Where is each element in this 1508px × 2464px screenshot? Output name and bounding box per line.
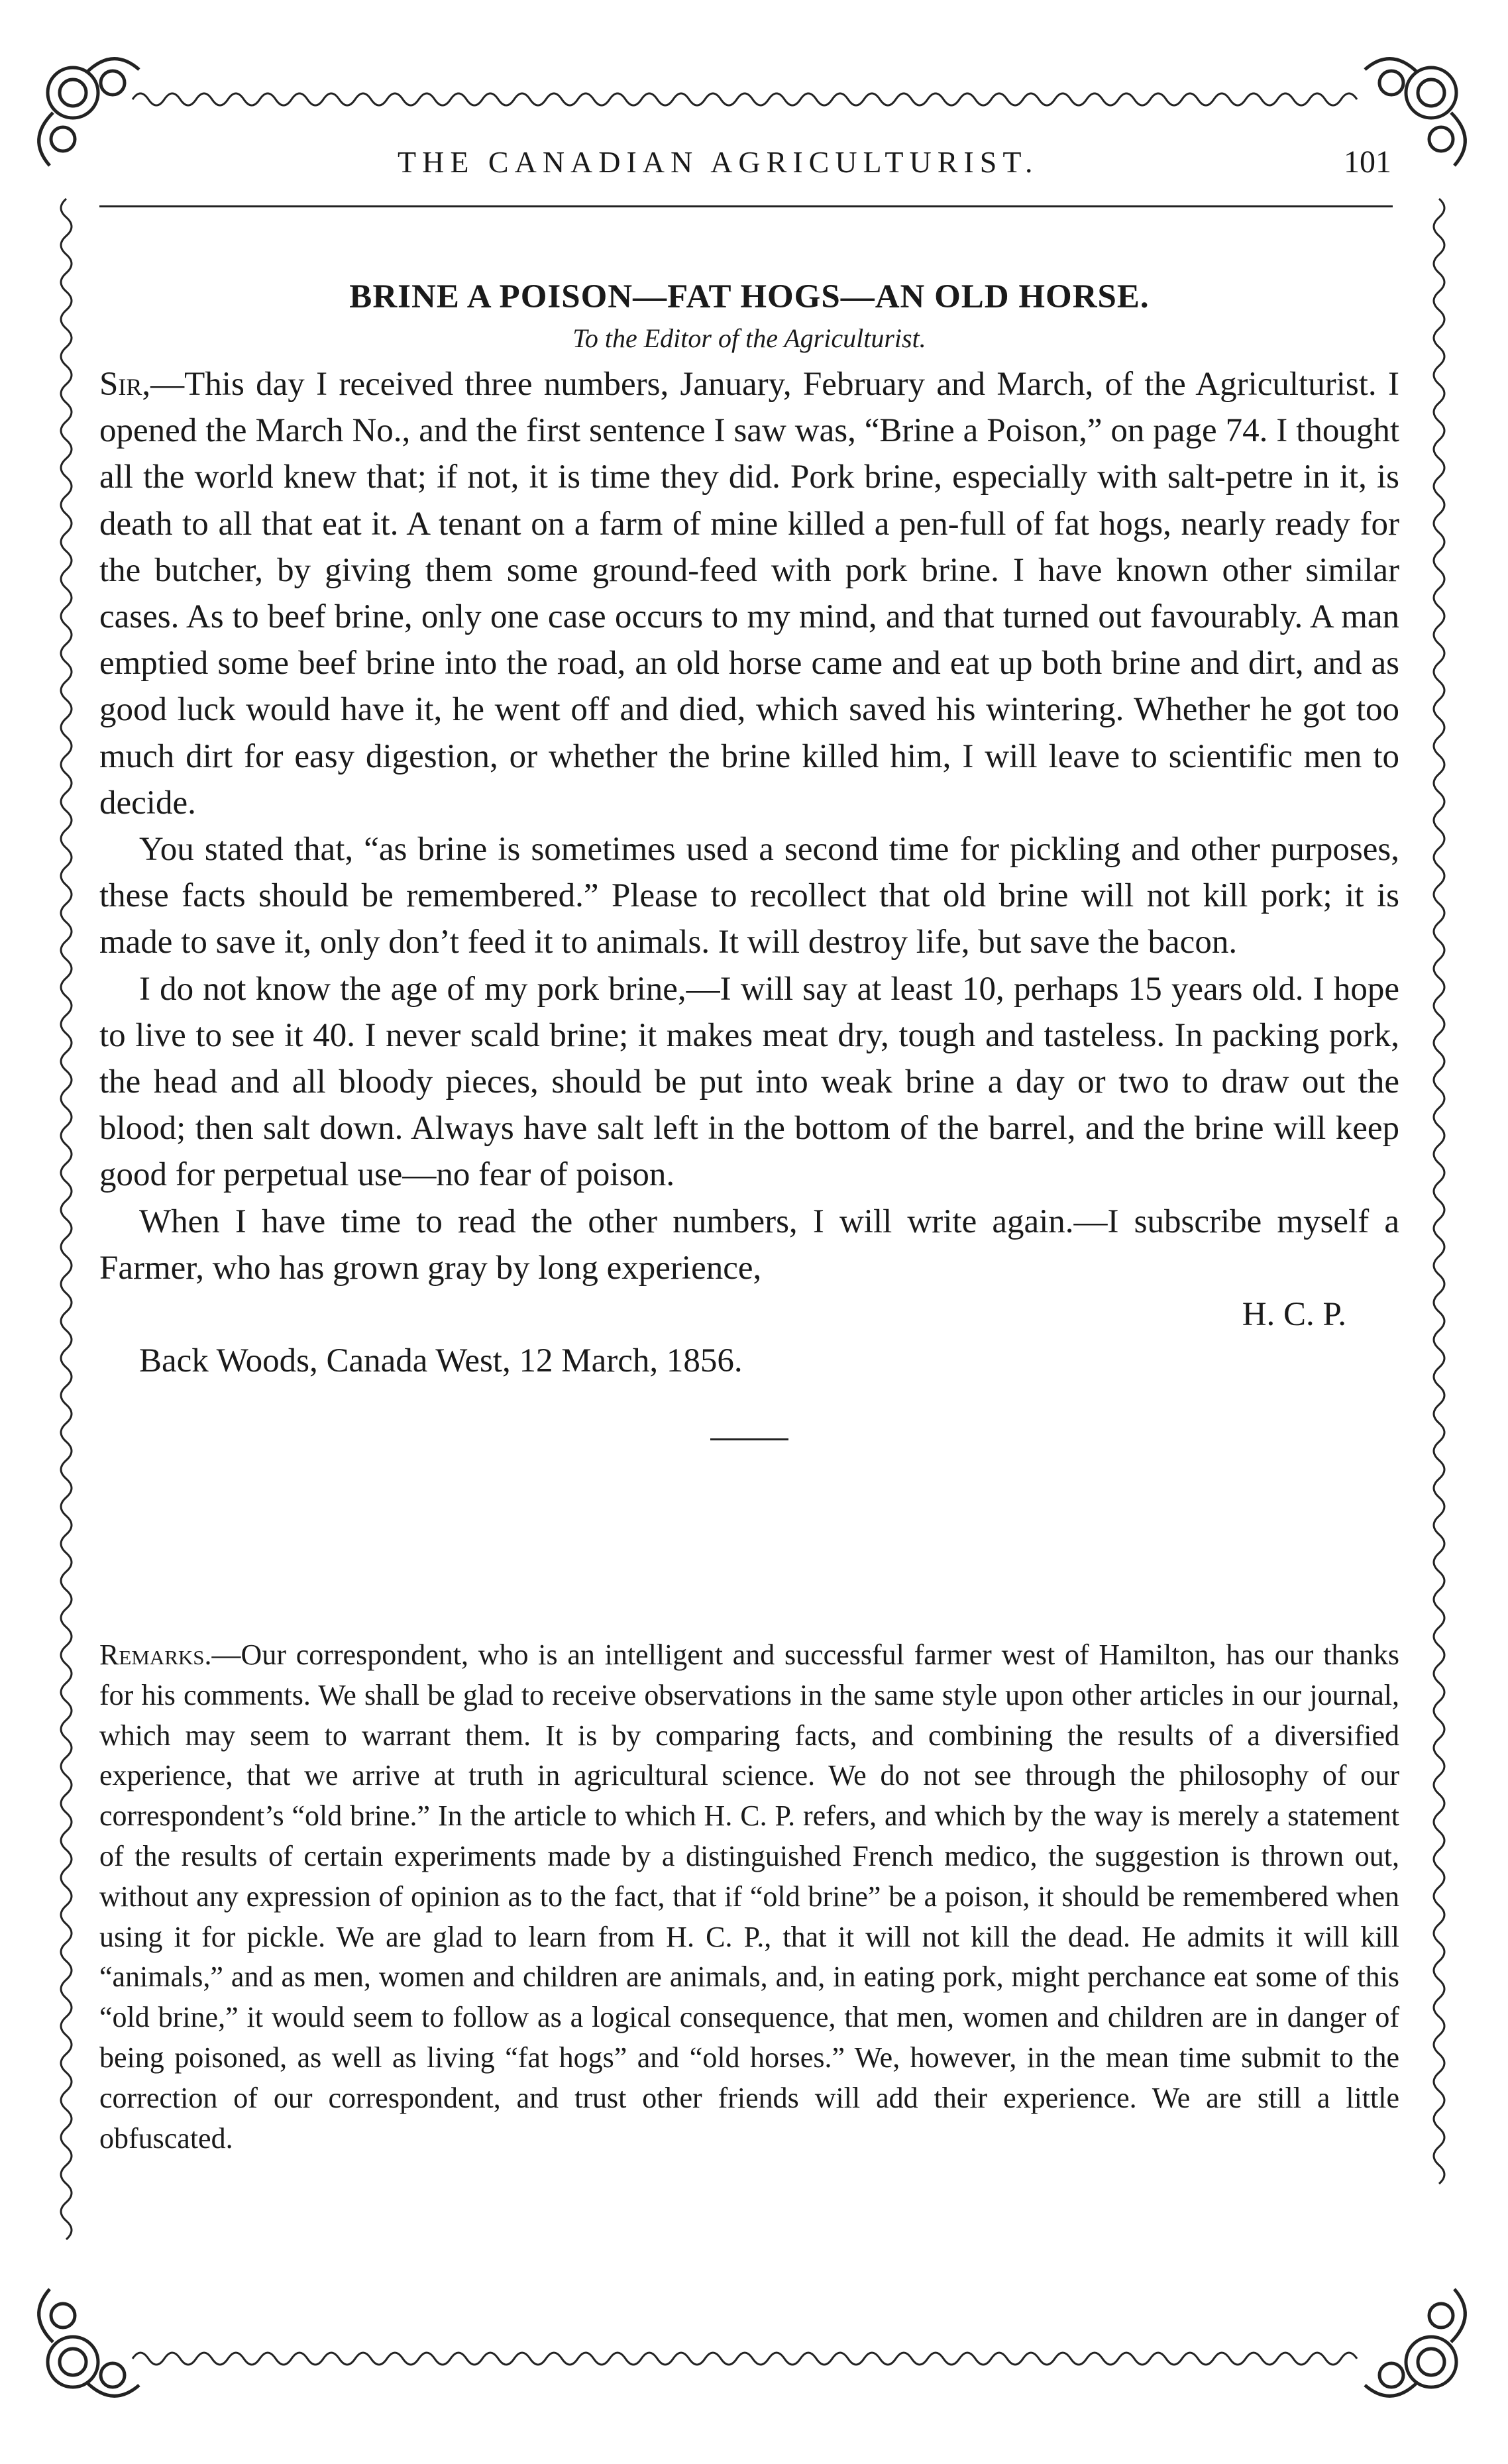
letter-paragraph: When I have time to read the other numbers, I will write again.—I subscribe myself a Farmer, who has grown gray by long experience, — [99, 1203, 1399, 1287]
running-head — [99, 136, 1405, 189]
signature: H. C. P. — [1242, 1296, 1346, 1334]
dateline: Back Woods, Canada West, 12 March, 1856. — [139, 1342, 743, 1380]
letter-article — [99, 275, 1399, 1440]
header-rule — [99, 205, 1393, 207]
letter-body — [99, 361, 1399, 1291]
salutation: Sir, — [99, 366, 151, 403]
letter-paragraph: I do not know the age of my pork brine,—I will say at least 10, perhaps 15 years old. I hope to live to see it 40. I never scald brine; it makes meat dry, tough and tasteless. In packing pork, the head and all bloody pieces, should be put into weak brine a day or two to draw out the blood; then salt down. Always have salt left in the bottom of the barrel, and the brine will keep good for perpetual use—no fear of poison. — [99, 970, 1399, 1194]
letter-paragraph — [99, 361, 1399, 826]
corner-flourish-bottom-right — [1365, 2289, 1465, 2396]
section-separator — [710, 1438, 788, 1440]
paragraph-text: —This day I received three numbers, January, February and March, of the Agriculturist. I opened the March No., and the first sentence I saw was, “Brine a Poison,” on page 74. I thought all the world knew that; if not, it is time they did. Pork brine, especially with salt-petre in it, is death to all that eat it. A tenant on a farm of mine killed a pen-full of fat hogs, nearly ready for the butcher, by giving them some ground-feed with pork brine. I have known other similar cases. As to beef brine, only one case occurs to my mind, and that turned out favourably. A man emptied some beef brine into the road, an old horse came and eat up both brine and dirt, and as good luck would have it, he went off and died, which saved his wintering. Whether he got too much dirt for easy digestion, or whether the brine killed him, I will leave to scientific men to decide. — [99, 366, 1399, 822]
page-number: 101 — [1344, 144, 1391, 180]
remarks-text: —Our correspondent, who is an intelligent and successful farmer west of Hamilton, has our thanks for his comments. We shall be glad to receive observations in the same style upon other articles in our journal, which may seem to warrant them. It is by comparing facts, and combining the results of a diversified experience, that we arrive at truth in agricultural science. We do not see through the philosophy of our correspondent’s “old brine.” In the article to which H. C. P. refers, and which by the way is merely a statement of the results of certain experiments made by a distinguished French medico, the suggestion is thrown out, without any expression of opinion as to the fact, that if “old brine” be a poison, it should be remembered when using it for pickle. We are glad to learn from H. C. P., that it will not kill the dead. He admits it will kill “animals,” and as men, women and children are animals, and, in eating pork, might perchance eat some of this “old brine,” it would seem to follow as a logical consequence, that men, women and children are in danger of being poisoned, as well as living “fat hogs” and “old horses.” We, however, in the mean time submit to the correction of our correspondent, and trust other friends will add their experience. We are still a little obfuscated. — [99, 1638, 1399, 2155]
addressee-line: To the Editor of the Agriculturist. — [572, 323, 926, 353]
letter-paragraph: You stated that, “as brine is sometimes used a second time for pickling and other purposes, these facts should be remembered.” Please to recollect that old brine will not kill pork; it is made to save it, only don’t feed it to animals. It will destroy life, but save the bacon. — [99, 831, 1399, 961]
article-title: BRINE A POISON—FAT HOGS—AN OLD HORSE. — [349, 278, 1150, 315]
corner-flourish-bottom-left — [39, 2289, 139, 2396]
editorial-remarks — [99, 1635, 1399, 2159]
remarks-label: Remarks. — [99, 1638, 212, 1671]
running-title: THE CANADIAN AGRICULTURIST. — [398, 145, 1039, 179]
